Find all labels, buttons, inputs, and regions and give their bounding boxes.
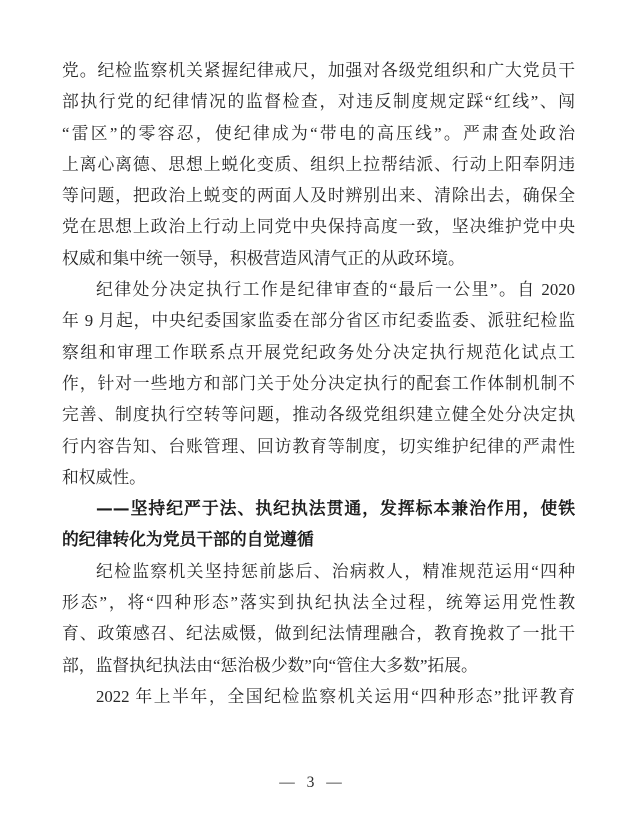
- heading-line: ——坚持纪严于法、执纪执法贯通，发挥标本兼治作用，使铁: [96, 498, 575, 519]
- text-line: 和权威性。: [62, 467, 146, 487]
- text-line: 完善、制度执行空转等问题，推动各级党组织建立健全处分决定执: [62, 405, 575, 425]
- heading-line: 的纪律转化为党员干部的自觉遵循: [62, 529, 314, 550]
- paragraph-disciplinary-decision-execution: [62, 274, 575, 493]
- text-line: 等问题，把政治上蜕变的两面人及时辨别出来、清除出去，确保全: [62, 186, 575, 206]
- text-line: 纪律处分决定执行工作是纪律审查的“最后一公里”。自 2020: [96, 280, 575, 300]
- text-line: 上离心离德、思想上蜕化变质、组织上拉帮结派、行动上阳奉阴违: [62, 154, 575, 174]
- page-number: — 3 —: [279, 774, 346, 791]
- text-line: 育、政策感召、纪法威慑，做到纪法情理融合，教育挽救了一批干: [62, 624, 575, 644]
- text-line: 察组和审理工作联系点开展党纪政务处分决定执行规范化试点工: [62, 342, 575, 362]
- page-content: [62, 55, 575, 712]
- text-line: 党在思想上政治上行动上同党中央保持高度一致，坚决维护党中央: [62, 217, 575, 237]
- paragraph-four-forms: [62, 556, 575, 681]
- text-line: “雷区”的零容忍，使纪律成为“带电的高压线”。严肃查处政治: [62, 123, 575, 143]
- text-line: 形态”，将“四种形态”落实到执纪执法全过程，统筹运用党性教: [62, 593, 575, 613]
- section-heading: [62, 493, 575, 556]
- text-line: 作，针对一些地方和部门关于处分决定执行的配套工作体制机制不: [62, 373, 575, 393]
- paragraph-discipline-supervision: [62, 55, 575, 274]
- text-line: 部执行党的纪律情况的监督检查，对违反制度规定踩“红线”、闯: [62, 92, 575, 112]
- paragraph-2022-statistics: [62, 681, 575, 712]
- text-line: 权威和集中统一领导，积极营造风清气正的从政环境。: [62, 248, 465, 268]
- text-line: 2022 年上半年，全国纪检监察机关运用“四种形态”批评教育: [96, 686, 575, 706]
- text-line: 年 9 月起，中央纪委国家监委在部分省区市纪委监委、派驻纪检监: [62, 311, 575, 331]
- text-line: 部，监督执纪执法由“惩治极少数”向“管住大多数”拓展。: [62, 655, 478, 675]
- page-footer: [0, 770, 625, 796]
- text-line: 党。纪检监察机关紧握纪律戒尺，加强对各级党组织和广大党员干: [62, 61, 575, 80]
- text-line: 行内容告知、台账管理、回访教育等制度，切实维护纪律的严肃性: [62, 436, 575, 456]
- text-line: 纪检监察机关坚持惩前毖后、治病救人，精准规范运用“四种: [96, 561, 575, 581]
